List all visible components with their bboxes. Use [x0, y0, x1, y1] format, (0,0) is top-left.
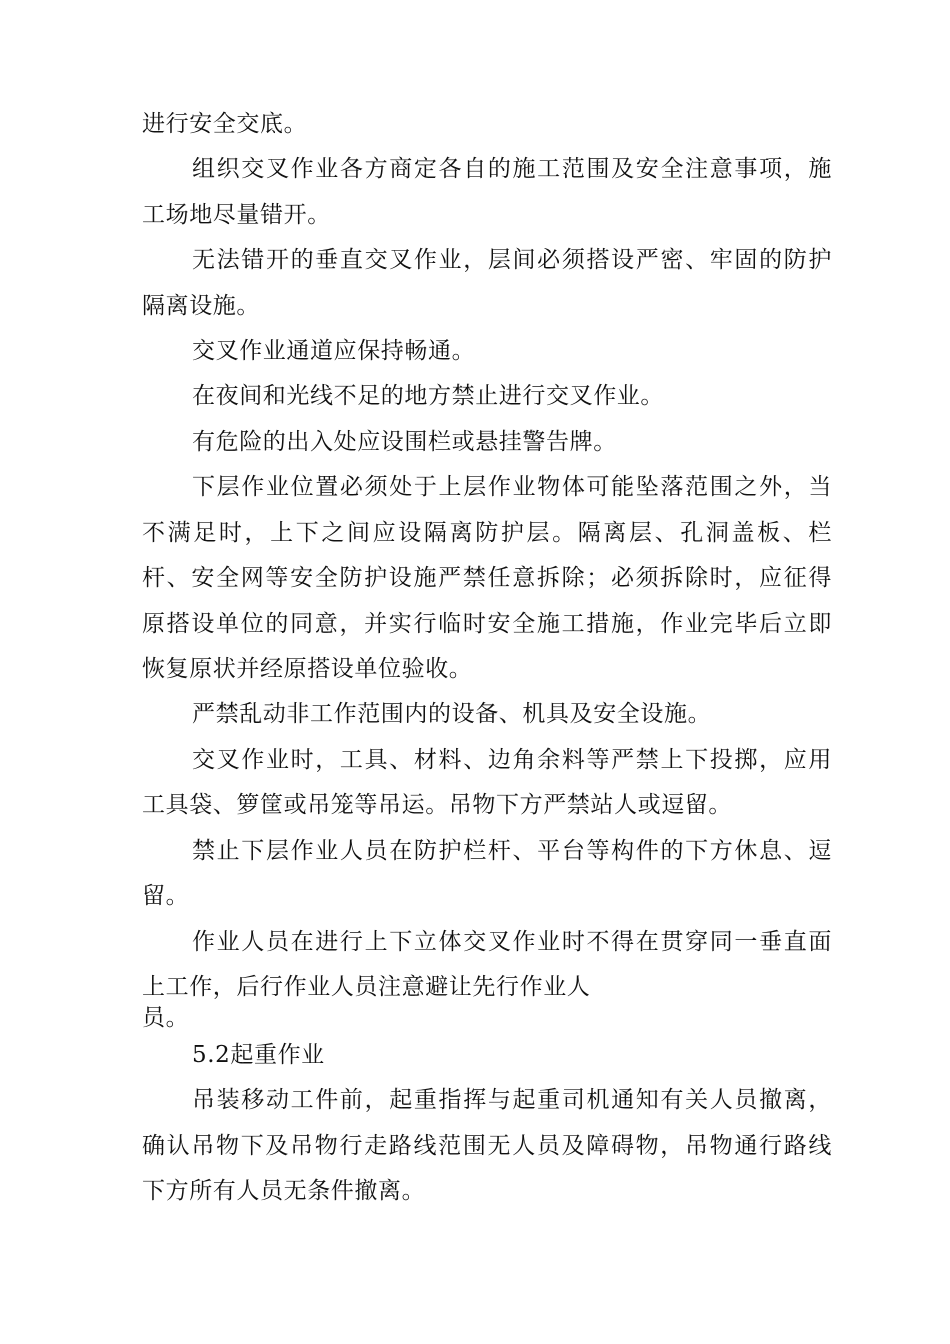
text-line: 员。 — [142, 1005, 190, 1031]
text-line: 禁止下层作业人员在防护栏杆、平台等构件的下方休息、逗 — [192, 838, 832, 864]
text-line: 上工作，后行作业人员注意避让先行作业人 — [142, 974, 591, 1000]
text-line: 作业人员在进行上下立体交叉作业时不得在贯穿同一垂直面 — [192, 929, 832, 955]
text-line: 留。 — [142, 883, 190, 909]
text-line: 不满足时，上下之间应设隔离防护层。隔离层、孔洞盖板、栏 — [142, 520, 832, 546]
text-line: 吊装移动工件前，起重指挥与起重司机通知有关人员撤离， — [192, 1087, 832, 1113]
text-line: 交叉作业通道应保持畅通。 — [192, 338, 476, 364]
section-heading: 5.2起重作业 — [192, 1042, 325, 1068]
text-line: 确认吊物下及吊物行走路线范围无人员及障碍物，吊物通行路线 — [142, 1133, 832, 1159]
text-line: 在夜间和光线不足的地方禁止进行交叉作业。 — [192, 383, 664, 409]
text-line: 无法错开的垂直交叉作业，层间必须搭设严密、牢固的防护 — [192, 247, 832, 273]
text-line: 工具袋、箩筐或吊笼等吊运。吊物下方严禁站人或逗留。 — [142, 792, 732, 818]
text-line: 原搭设单位的同意，并实行临时安全施工措施，作业完毕后立即 — [142, 611, 832, 637]
text-line: 下层作业位置必须处于上层作业物体可能坠落范围之外，当 — [192, 474, 832, 500]
text-line: 严禁乱动非工作范围内的设备、机具及安全设施。 — [192, 701, 712, 727]
text-line: 有危险的出入处应设围栏或悬挂警告牌。 — [192, 429, 617, 455]
text-line: 恢复原状并经原搭设单位验收。 — [142, 656, 473, 682]
text-line: 隔离设施。 — [142, 293, 260, 319]
text-line: 交叉作业时，工具、材料、边角余料等严禁上下投掷，应用 — [192, 747, 832, 773]
text-line: 下方所有人员无条件撤离。 — [142, 1178, 426, 1204]
text-line: 工场地尽量错开。 — [142, 202, 331, 228]
text-line: 杆、安全网等安全防护设施严禁任意拆除；必须拆除时，应征得 — [142, 565, 832, 591]
text-line: 组织交叉作业各方商定各自的施工范围及安全注意事项，施 — [192, 156, 832, 182]
text-line: 进行安全交底。 — [142, 111, 308, 137]
